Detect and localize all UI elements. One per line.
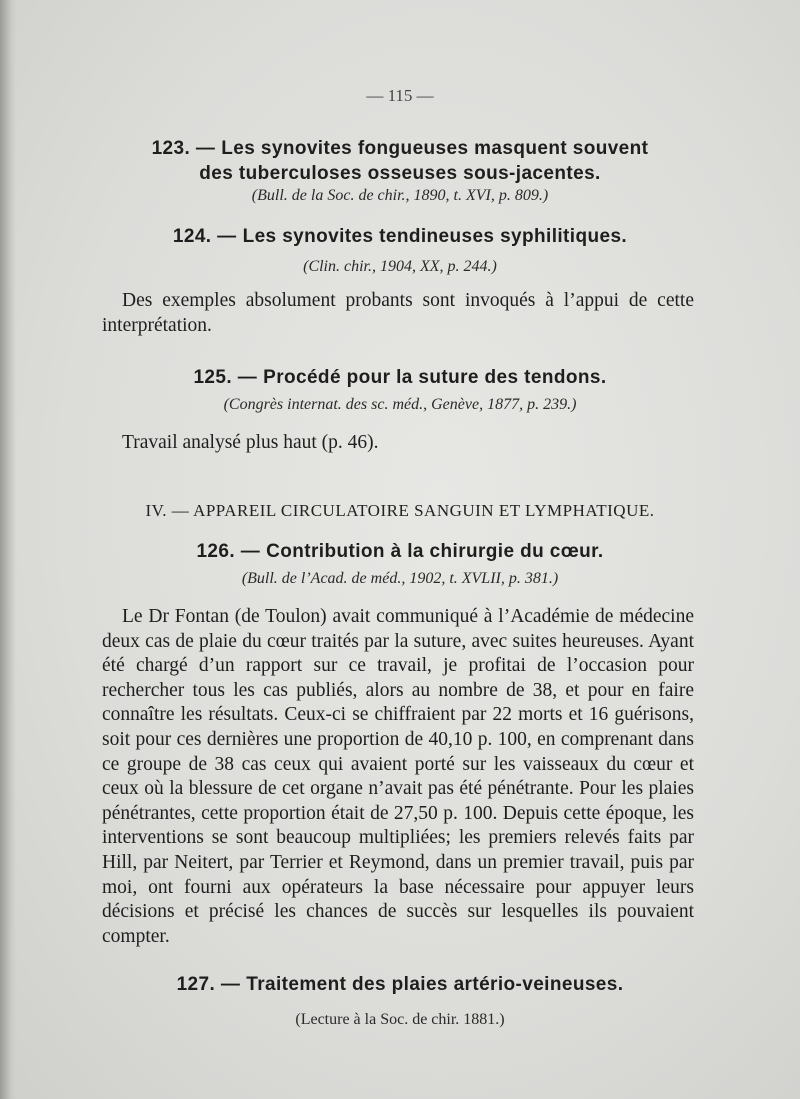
entry-123-reference: (Bull. de la Soc. de chir., 1890, t. XVI, p. 809.) [251,187,549,204]
page-number: — 115 — [366,86,434,105]
entry-127-title-text: Traitement des plaies artério-veineuses. [246,974,624,995]
entry-125-text [102,431,694,456]
entry-125-paragraph: Travail analysé plus haut (p. 46). [122,432,379,453]
section-heading: IV. — APPAREIL CIRCULATOIRE SANGUIN ET LYMPHATIQUE. [145,501,655,520]
entry-123-number: 123. — [151,138,216,159]
entry-126-paragraph: Le Dr Fontan (de Toulon) avait communiqué à l’Académie de médecine deux cas de plaie du cœur traités par la suture, avec suites heureuses. Ayant été chargé d’un rapport sur ce travail, je profitai de l’occasion pour rechercher tous les cas publiés, alors au nombre de 38, et pour en faire connaître les résultats. Ceux-ci se chiffraient par 22 morts et 16 guérisons, soit pour ces dernières une proportion de 40,10 p. 100, en comprenant dans ce groupe de 38 cas ceux qui avaient porté sur les vaisseaux du cœur et ceux où la blessure de cet organe n’avait pas été pénétrante. Pour les plaies pénétrantes, cette proportion était de 27,50 p. 100. Depuis cette époque, les interventions se sont beaucoup multipliées; les premiers relevés faits par Hill, par Neitert, par Terrier et Reymond, dans un premier travail, puis par moi, ont fourni aux opérateurs la base nécessaire pour appuyer leurs décisions et précisé les chances de succès sur lesquelles ils pouvaient compter. [102,606,694,947]
entry-124-title-text: Les synovites tendineuses syphilitiques. [242,226,628,247]
entry-123-title-line1: Les synovites fongueuses masquent souvent [221,138,649,159]
entry-124-title [0,224,800,249]
entry-124-reference: (Clin. chir., 1904, XX, p. 244.) [303,258,497,275]
entry-125-reference: (Congrès internat. des sc. méd., Genève, 1877, p. 239.) [223,396,577,413]
entry-124-text [102,289,694,338]
entry-125-number: 125. — [193,367,258,388]
entry-126-title [0,539,800,564]
entry-124-number: 124. — [172,226,237,247]
entry-125-title [0,365,800,390]
entry-127-title [0,972,800,997]
entry-126-title-text: Contribution à la chirurgie du cœur. [266,541,604,562]
entry-123-title-line2: des tuberculoses osseuses sous-jacentes. [199,163,601,184]
entry-127-number: 127. — [176,974,241,995]
entry-126-reference: (Bull. de l’Acad. de méd., 1902, t. XVLII, p. 381.) [241,570,559,587]
entry-126-text [102,605,694,949]
entry-126-number: 126. — [196,541,261,562]
entry-123-title [0,136,800,186]
entry-124-paragraph: Des exemples absolument probants sont invoqués à l’appui de cette interprétation. [102,290,694,336]
entry-125-title-text: Procédé pour la suture des tendons. [263,367,607,388]
entry-127-reference: (Lecture à la Soc. de chir. 1881.) [295,1011,505,1028]
